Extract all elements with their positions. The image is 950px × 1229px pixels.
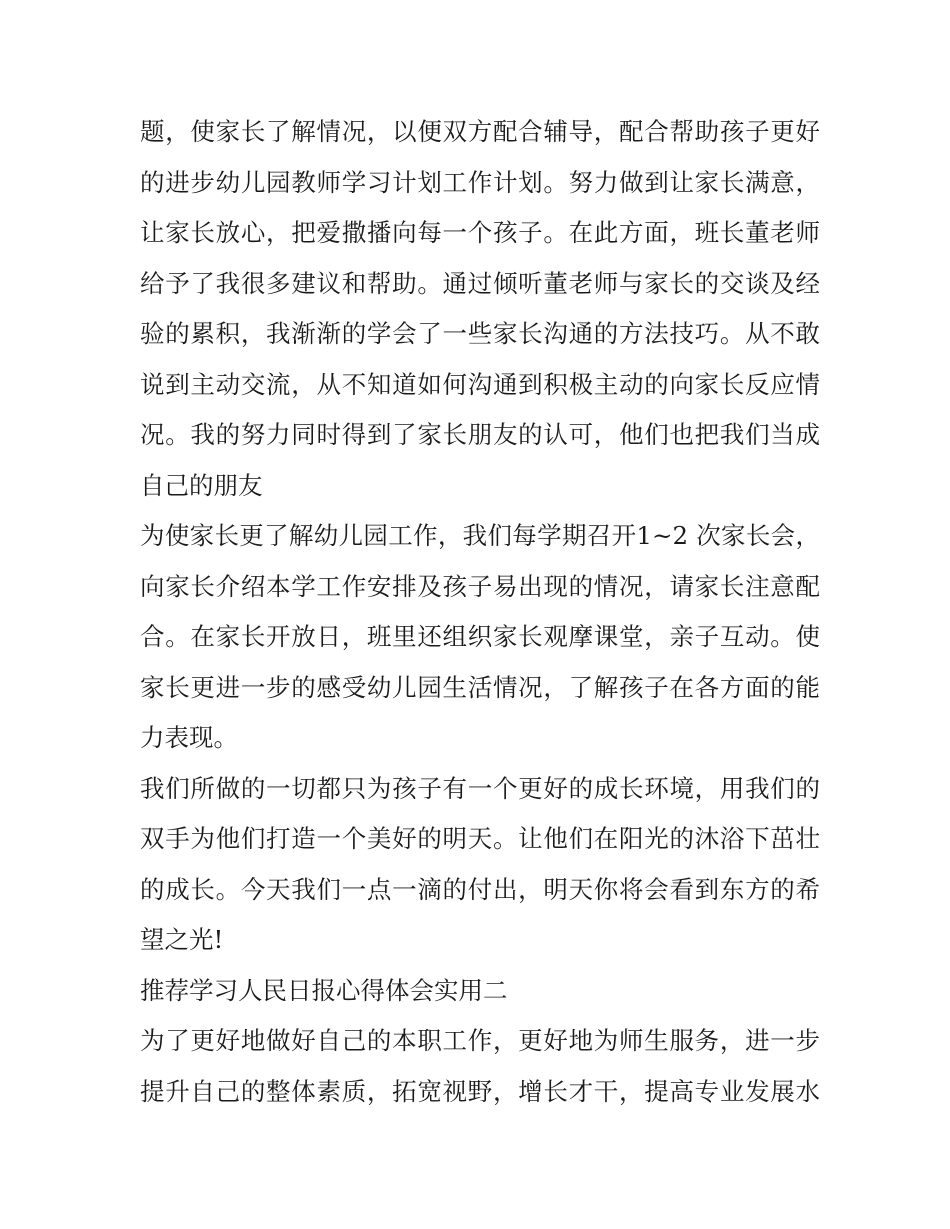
- text-line: 的成长。今天我们一点一滴的付出，明天你将会看到东方的希: [140, 874, 820, 904]
- text-line: 让家长放心，把爱撒播向每一个孩子。在此方面，班长董老师: [140, 218, 820, 247]
- text-line: 况。我的努力同时得到了家长朋友的认可，他们也把我们当成: [140, 420, 820, 449]
- text-line: 合。在家长开放日，班里还组织家长观摩课堂，亲子互动。使: [140, 622, 820, 651]
- text-line: 望之光!: [140, 925, 224, 954]
- text-line: 家长更进一步的感受幼儿园生活情况，了解孩子在各方面的能: [140, 672, 820, 702]
- body-text: [140, 107, 820, 1117]
- text-line: 我们所做的一切都只为孩子有一个更好的成长环境，用我们的: [140, 773, 820, 803]
- text-line: 力表现。: [140, 723, 238, 752]
- text-line: 说到主动交流，从不知道如何沟通到积极主动的向家长反应情: [140, 369, 820, 399]
- text-line: 为使家长更了解幼儿园工作，我们每学期召开1~2 次家长会，: [140, 521, 820, 550]
- text-line: 双手为他们打造一个美好的明天。让他们在阳光的沐浴下茁壮: [140, 824, 820, 853]
- text-line: 为了更好地做好自己的本职工作，更好地为师生服务，进一步: [140, 1026, 820, 1055]
- text-line: 自己的朋友: [140, 470, 263, 500]
- text-line: 的进步幼儿园教师学习计划工作计划。努力做到让家长满意，: [140, 167, 820, 197]
- text-line: 给予了我很多建议和帮助。通过倾听董老师与家长的交谈及经: [140, 268, 820, 298]
- text-line: 题，使家长了解情况，以便双方配合辅导，配合帮助孩子更好: [140, 117, 820, 146]
- section-heading: 推荐学习人民日报心得体会实用二: [140, 975, 508, 1005]
- text-line: 提升自己的整体素质，拓宽视野，增长才干，提高专业发展水: [140, 1076, 820, 1106]
- text-line: 验的累积，我渐渐的学会了一些家长沟通的方法技巧。从不敢: [140, 319, 820, 348]
- text-line: 向家长介绍本学工作安排及孩子易出现的情况，请家长注意配: [140, 571, 820, 601]
